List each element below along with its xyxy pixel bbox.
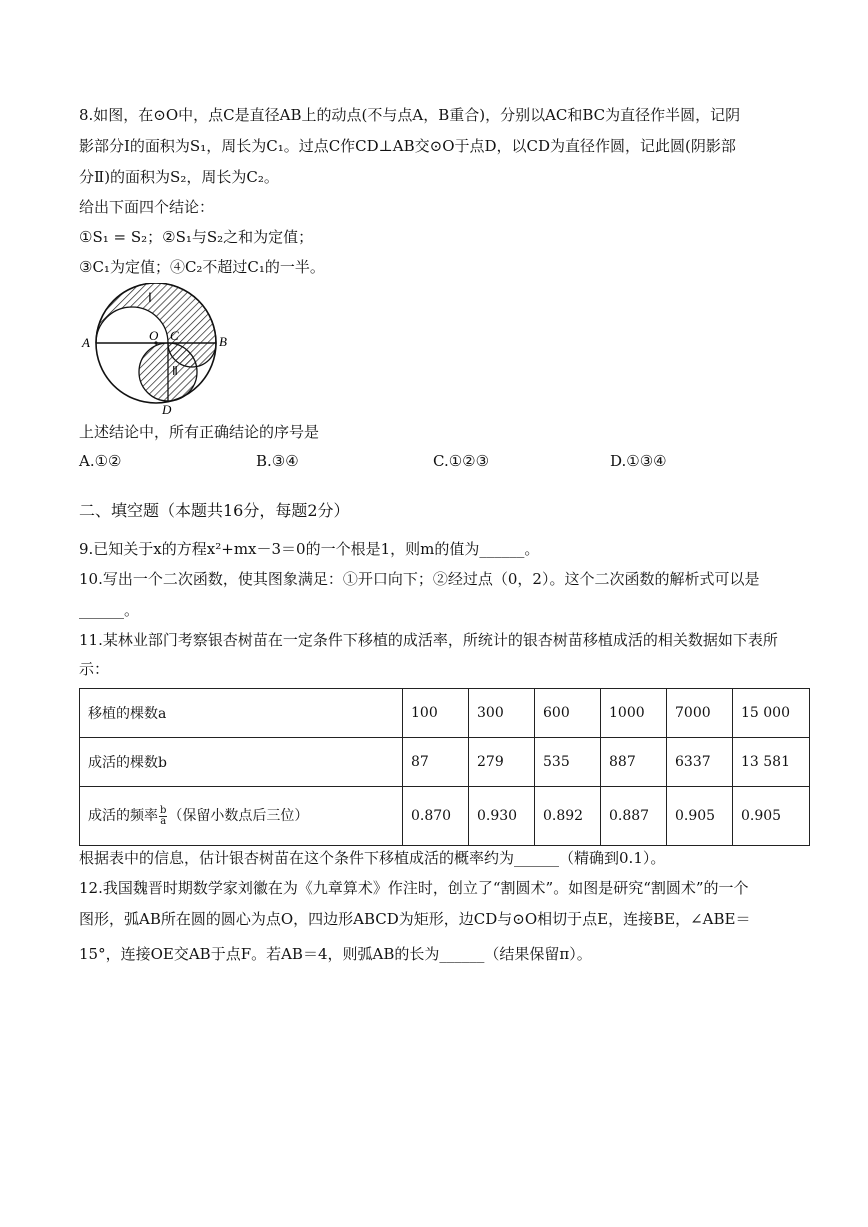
seedling-data-table <box>79 688 810 846</box>
table-cell: 535 <box>535 738 601 787</box>
label-o: O <box>149 328 159 343</box>
q10-line-1: 10.写出一个二次函数，使其图象满足：①开口向下；②经过点（0，2）。这个二次函数的解析式可以是 <box>79 570 760 588</box>
q11-line-2: 示： <box>79 660 110 678</box>
table-cell: 6337 <box>667 738 733 787</box>
q8-line-4: 给出下面四个结论： <box>79 198 215 216</box>
q9-text: 9.已知关于x的方程x²+mx－3＝0的一个根是1，则m的值为______。 <box>79 540 540 558</box>
table-row <box>80 738 810 787</box>
table-row <box>80 787 810 846</box>
q8-options <box>79 452 799 474</box>
table-cell: 87 <box>403 738 469 787</box>
fraction-b-over-a <box>159 806 167 827</box>
label-a: A <box>82 335 90 350</box>
table-cell: 100 <box>403 689 469 738</box>
q8-line-5: ①S₁ = S₂；②S₁与S₂之和为定值； <box>79 228 314 246</box>
label-c: C <box>170 328 179 343</box>
q8-line-6: ③C₁为定值；④C₂不超过C₁的一半。 <box>79 258 325 276</box>
q8-line-1: 8.如图，在⊙O中，点C是直径AB上的动点(不与点A，B重合)，分别以AC和BC为直径作半圆，记阴 <box>79 106 741 124</box>
label-roman-2: Ⅱ <box>172 364 178 378</box>
q12-line-1: 12.我国魏晋时期数学家刘徽在为《九章算术》作注时，创立了“割圆术”。如图是研究“割圆术”的一个 <box>79 879 749 897</box>
q10-line-2: ______。 <box>79 601 140 619</box>
frequency-label-suffix: （保留小数点后三位） <box>168 808 309 825</box>
table-cell: 0.892 <box>535 787 601 846</box>
table-row-label <box>80 787 403 846</box>
q8-prompt: 上述结论中，所有正确结论的序号是 <box>79 423 320 441</box>
table-cell: 0.887 <box>601 787 667 846</box>
q11-after-text: 根据表中的信息，估计银杏树苗在这个条件下移植成活的概率约为______（精确到0.1）。 <box>79 849 666 867</box>
option-d: D.①③④ <box>610 452 667 470</box>
option-c: C.①②③ <box>433 452 490 470</box>
table-cell: 13 581 <box>733 738 810 787</box>
table-row-label: 移植的棵数a <box>80 689 403 738</box>
fraction-numerator: b <box>160 804 167 816</box>
label-roman-1: Ⅰ <box>148 290 152 305</box>
table-cell: 279 <box>469 738 535 787</box>
label-d: D <box>162 402 172 417</box>
table-row <box>80 689 810 738</box>
q8-line-3: 分Ⅱ)的面积为S₂，周长为C₂。 <box>79 168 279 186</box>
section-2-title: 二、填空题（本题共16分，每题2分） <box>79 501 350 520</box>
table-cell: 600 <box>535 689 601 738</box>
q8-circle-figure <box>76 283 236 418</box>
table-cell: 887 <box>601 738 667 787</box>
table-cell: 15 000 <box>733 689 810 738</box>
table-cell: 0.905 <box>667 787 733 846</box>
table-row-label: 成活的棵数b <box>80 738 403 787</box>
table-cell: 0.905 <box>733 787 810 846</box>
q12-line-2: 图形，弧AB所在圆的圆心为点O，四边形ABCD为矩形，边CD与⊙O相切于点E，连接BE，∠ABE＝ <box>79 910 751 928</box>
label-b: B <box>219 334 227 349</box>
fraction-denominator: a <box>160 815 167 827</box>
frequency-label-prefix: 成活的频率 <box>88 808 158 825</box>
q11-line-1: 11.某林业部门考察银杏树苗在一定条件下移植的成活率，所统计的银杏树苗移植成活的相关数据如下表所 <box>79 631 778 649</box>
table-cell: 0.870 <box>403 787 469 846</box>
q12-line-3: 15°，连接OE交AB于点F。若AB＝4，则弧AB的长为______（结果保留π）。 <box>79 945 592 963</box>
table-cell: 1000 <box>601 689 667 738</box>
table-cell: 0.930 <box>469 787 535 846</box>
table-cell: 7000 <box>667 689 733 738</box>
q8-line-2: 影部分Ⅰ的面积为S₁，周长为C₁。过点C作CD⊥AB交⊙O于点D，以CD为直径作圆，记此圆(阴影部 <box>79 137 736 155</box>
option-a: A.①② <box>79 452 122 470</box>
option-b: B.③④ <box>256 452 299 470</box>
table-cell: 300 <box>469 689 535 738</box>
